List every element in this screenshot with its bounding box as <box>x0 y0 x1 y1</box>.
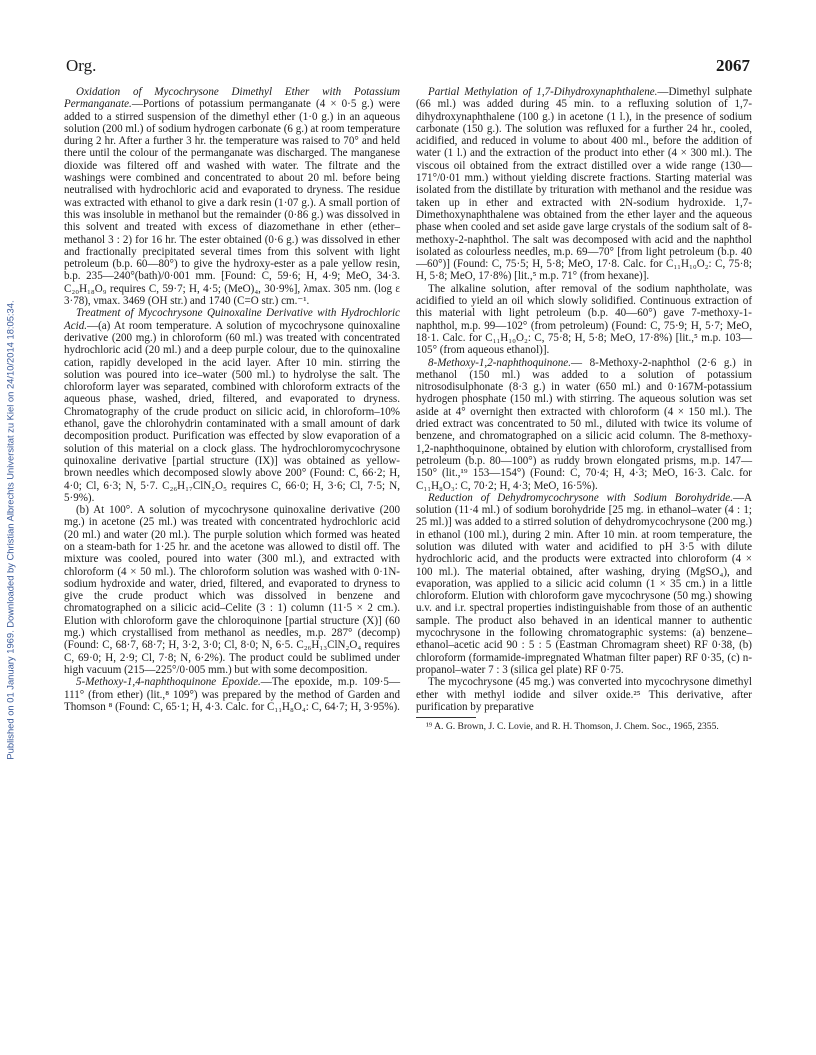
paragraph <box>416 357 752 492</box>
paragraph-text: —Dimethyl sulphate (66 ml.) was added during 45 min. to a refluxing solution of 1,7-dihydroxynaphthalene (100 g.) in acetone (1 l.), in the presence of sodium carbonate (150 g.). The solution was refluxed for a further 24 hr., cooled, acidified, and reduced in volume to about 400 ml., before the addition of water (1 l.) and the extraction of the product into ether (4 × 300 ml.). The viscous oil obtained from the extract distilled over a wide range (130—171°/0·01 mm.) without yielding discrete fractions. Starting material was isolated from the distillate by trituration with methanol and the residue was taken up in ether and extracted with 2N-sodium hydroxide. 1,7-Dimethoxynaphthalene was obtained from the ether layer and the aqueous phase when cooled and set aside gave large crystals of the sodium salt of 8-methoxy-2-naphthol. The salt was decomposed with acid and the naphthol isolated as colourless needles, m.p. 69—70° [from light petroleum (b.p. 40—60°)] (Found: C, 75·5; H, 5·8; MeO, 17·8. Calc. for C₁₁H₁₀O₂: C, 75·8; H, 5·8; MeO, 17·8%) [lit.,⁵ m.p. 71° (from hexane)]. <box>416 86 752 283</box>
paragraph-text: The alkaline solution, after removal of the sodium naphtholate, was acidified to yield an oil which slowly solidified. Continuous extraction of this material with light petroleum (b.p. 40—60°) gave 7-methoxy-1-naphthol, m.p. 99—102° (from petroleum) (Found: C, 75·9; H, 5·7; MeO, 18·1. Calc. for C₁₁H₁₀O₂: C, 75·8; H, 5·8; MeO, 17·8%) [lit.,⁵ m.p. 103—105° (from aqueous ethanol)]. <box>416 282 752 357</box>
paragraph <box>416 492 752 676</box>
paragraph-text: (b) At 100°. A solution of mycochrysone quinoxaline derivative (200 mg.) in acetone (25 ml.) was treated with concentrated hydrochloric acid (20 ml.) and water (20 ml.). The purple solution which formed was heated on a steam-bath for 1·25 hr. and the acetone was allowed to distil off. The mixture was cooled, poured into water (300 ml.), and extracted with chloroform (4 × 50 ml.). The chloroform solution was washed with 0·1N-sodium hydroxide and water, dried, filtered, and evaporated to dryness to give the crude product which was dissolved in benzene and chromatographed on a silicic acid–Celite (3 : 1) column (11·5 × 2 cm.). Elution with chloroform gave the chloroquinone [partial structure (X)] (60 mg.) which crystallised from methanol as needles, m.p. 287° (decomp) (Found: C, 68·7, 68·7; H, 3·2, 3·0; Cl, 8·0; N, 6·5. C₂₆H₁₃ClN₂O₄ requires C, 69·0; H, 2·9; Cl, 7·8; N, 6·2%). The product could be sublimed under high vacuum (215—225°/0·005 mm.) but with some decomposition. <box>64 504 400 676</box>
left-column <box>64 86 400 713</box>
paragraph <box>64 86 400 307</box>
paragraph <box>64 676 400 713</box>
section-heading: 5-Methoxy-1,4-naphthoquinone Epoxide. <box>76 676 261 689</box>
paragraph <box>64 504 400 676</box>
section-heading: Oxidation of Mycochrysone Dimethyl Ether with Potassium Permanganate. <box>64 86 400 111</box>
paragraph <box>416 676 752 713</box>
paragraph-text: — 8-Methoxy-2-naphthol (2·6 g.) in methanol (150 ml.) was added to a solution of potassium nitrosodisulphonate (8·3 g.) in water (650 ml.) and 0·167M-potassium hydrogen phosphate (150 ml.) with stirring. The aqueous solution was set aside at 4° overnight then extracted with chloroform (4 × 150 ml.). The dried extract was concentrated to 50 ml., diluted with twice its volume of benzene, and chromatographed on a silicic acid column. The 8-methoxy-1,2-naphthoquinone, obtained by elution with chloroform, crystallised from petroleum (b.p. 80—100°) as ruddy brown elongated prisms, m.p. 147—150° (lit.,¹⁹ 153—154°) (Found: C, 70·4; H, 4·3; MeO, 16·3. Calc. for C₁₁H₈O₃: C, 70·2; H, 4·3; MeO, 16·5%). <box>416 356 752 492</box>
paragraph <box>64 307 400 504</box>
paragraph-text: —Portions of potassium permanganate (4 × 0·5 g.) were added to a stirred suspension of the dimethyl ether (1·0 g.) in an aqueous solution (200 ml.) of sodium hydrogen carbonate (6 g.) at room temperature during 2 hr. After a further 3 hr. the temperature was raised to 70° and held there until the colour of the permanganate was discharged. The manganese dioxide was filtered off and washed with water. The filtrate and the washings were combined and concentrated to about 20 ml. before being neutralised with hydrochloric acid and evaporated to dryness. The residue was extracted with ethanol to give a dark resin (1·07 g.). A small portion of this was insoluble in methanol but the remainder (0·86 g.) was dissolved in this solvent and treated with excess of diazomethane in ether (ether–methanol 3 : 2) for 16 hr. The ester obtained (0·6 g.) was dissolved in ether and fractionally precipitated several times from this solvent with light petroleum (b.p. 60—80°) to give the hydroxy-ester as a pale yellow resin, b.p. 235—240°(bath)/0·001 mm. [Found: C, 59·6; H, 4·9; MeO, 34·3. C₂₀H₁₈O₉ requires C, 59·7; H, 4·5; (MeO)₄, 30·9%], λmax. 305 nm. (log ε 3·78), νmax. 3469 (OH str.) and 1740 (C=O str.) cm.⁻¹. <box>64 98 400 308</box>
right-column <box>416 86 752 732</box>
journal-section: Org. <box>66 56 97 75</box>
footnote-divider <box>416 717 476 718</box>
paragraph-text: —(a) At room temperature. A solution of mycochrysone quinoxaline derivative (200 mg.) in chloroform (60 ml.) was treated with concentrated hydrochloric acid (20 ml.) and a deep purple colour, due to the quinoxaline cation, rapidly developed in the acid layer. After 10 min. stirring the solution was poured into ice–water (500 ml.) to hydrolyse the salt. The chloroform layer was separated, combined with chloroform extracts of the aqueous phase, washed, dried, filtered, and evaporated to dryness. Chromatography of the crude product on silicic acid, in chloroform–10% ethanol, gave the chlorohydrin contaminated with a small amount of dark decomposition product. Purification was effected by slow evaporation of a solution of this material on a clock glass. The hydrochloromycochrysone quinoxaline derivative [partial structure (IX)] was obtained as yellow-brown needles which decomposed slowly above 200° (Found: C, 66·2; H, 4·0; Cl, 6·3; N, 5·7. C₂₆H₁₇ClN₂O₅ requires C, 66·0; H, 3·6; Cl, 7·5; N, 5·9%). <box>64 319 400 504</box>
download-watermark <box>1 185 19 875</box>
section-heading: Reduction of Dehydromycochrysone with Sodium Borohydride. <box>428 491 733 504</box>
paragraph-text: —The epoxide, m.p. 109·5—111° (from ether) (lit.,⁸ 109°) was prepared by the method of Garden and Thomson ⁸ (Found: C, 65·1; H, 4·3. Calc. for C₁₁H₈O₄: C, 64·7; H, 3·95%). <box>64 676 400 713</box>
section-heading: Treatment of Mycochrysone Quinoxaline Derivative with Hydrochloric Acid. <box>64 307 400 332</box>
section-heading: 8-Methoxy-1,2-naphthoquinone. <box>428 356 571 369</box>
paragraph-text: The mycochrysone (45 mg.) was converted into mycochrysone dimethyl ether with methyl iodide and silver oxide.²⁵ This derivative, after purification by preparative <box>416 676 752 713</box>
footnote: ¹⁹ A. G. Brown, J. C. Lovie, and R. H. Thomson, J. Chem. Soc., 1965, 2355. <box>426 721 719 733</box>
paragraph <box>416 86 752 283</box>
download-note: Published on 01 January 1969. Downloaded by Christian Albrechts Universitat zu Kiel on 24/10/2014 18:05:34. <box>4 300 16 760</box>
page-header <box>66 56 750 78</box>
page-number: 2067 <box>716 56 750 75</box>
paragraph-text: —A solution (11·4 ml.) of sodium borohydride [25 mg. in ethanol–water (4 : 1; 25 ml.)] was added to a stirred solution of dehydromycochrysone (200 mg.) in ethanol (100 ml.), during 2 min. After 10 min. at room temperature, the solution was diluted with water and acidified to pH 3·5 with dilute hydrochloric acid, and the products were extracted into chloroform (4 × 100 ml.). The material obtained, after washing, drying (MgSO₄), and evaporation, was applied to a silicic acid column (1 × 35 cm.) in a little chloroform. Elution with chloroform gave mycochrysone (50 mg.) showing u.v. and i.r. spectral properties indistinguishable from those of an authentic sample. The product also behaved in an identical manner to authentic mycochrysone in the following chromatographic systems: (a) benzene–ethanol–acetic acid 90 : 5 : 5 (Eastman Chromagram sheet) RF 0·38, (b) chloroform (formamide-impregnated Whatman filter paper) RF 0·35, (c) n-propanol–water 7 : 3 (silica gel plate) RF 0·75. <box>416 491 752 676</box>
section-heading: Partial Methylation of 1,7-Dihydroxynaphthalene. <box>428 86 658 98</box>
paragraph <box>416 283 752 357</box>
